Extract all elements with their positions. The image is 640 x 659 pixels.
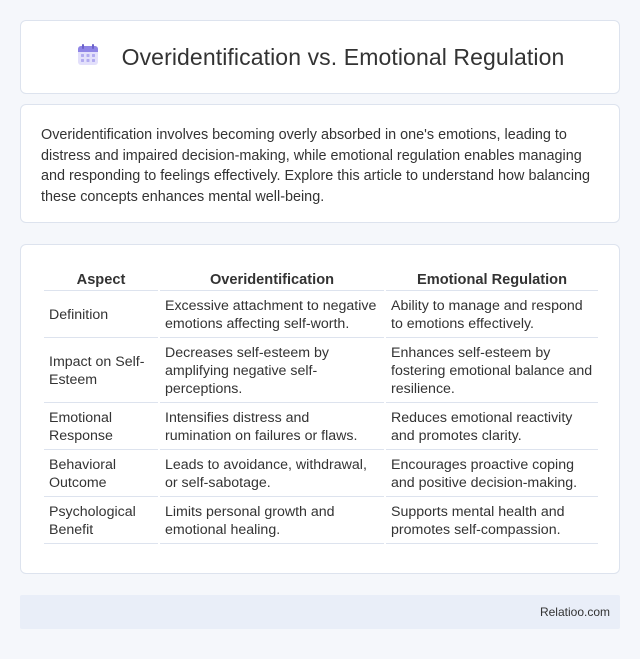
header-card (20, 20, 620, 94)
cell-emotional-regulation: Encourages proactive coping and positive decision-making. (386, 452, 598, 497)
cell-emotional-regulation: Supports mental health and promotes self-compassion. (386, 499, 598, 544)
intro-card (20, 104, 620, 223)
comparison-table (42, 265, 600, 546)
table-row (44, 340, 598, 403)
intro-text: Overidentification involves becoming overly absorbed in one's emotions, leading to distress and impaired decision-making, while emotional regulation enables managing and responding to feelings effectively. Explore this article to understand how balancing these concepts enhances mental well-being. (41, 127, 591, 205)
cell-overidentification: Limits personal growth and emotional healing. (160, 499, 384, 544)
cell-aspect: Definition (44, 293, 158, 338)
table-row (44, 499, 598, 544)
cell-aspect: Behavioral Outcome (44, 452, 158, 497)
cell-overidentification: Decreases self-esteem by amplifying negative self-perceptions. (160, 340, 384, 403)
column-header-overidentification: Overidentification (160, 267, 384, 291)
cell-aspect: Emotional Response (44, 405, 158, 450)
column-header-aspect: Aspect (44, 267, 158, 291)
footer (20, 595, 620, 629)
table-row (44, 405, 598, 450)
cell-overidentification: Intensifies distress and rumination on failures or flaws. (160, 405, 384, 450)
table-header-row (44, 267, 598, 291)
calendar-icon (76, 43, 100, 72)
table-row (44, 452, 598, 497)
title-wrap (76, 43, 565, 72)
page-title: Overidentification vs. Emotional Regulation (121, 43, 565, 70)
cell-overidentification: Leads to avoidance, withdrawal, or self-sabotage. (160, 452, 384, 497)
cell-emotional-regulation: Enhances self-esteem by fostering emotional balance and resilience. (386, 340, 598, 403)
cell-emotional-regulation: Ability to manage and respond to emotions effectively. (386, 293, 598, 338)
cell-emotional-regulation: Reduces emotional reactivity and promotes clarity. (386, 405, 598, 450)
column-header-emotional-regulation: Emotional Regulation (386, 267, 598, 291)
cell-aspect: Impact on Self-Esteem (44, 340, 158, 403)
cell-aspect: Psychological Benefit (44, 499, 158, 544)
cell-overidentification: Excessive attachment to negative emotions affecting self-worth. (160, 293, 384, 338)
comparison-card (20, 244, 620, 574)
footer-brand: Relatioo.com (539, 605, 610, 619)
table-row (44, 293, 598, 338)
